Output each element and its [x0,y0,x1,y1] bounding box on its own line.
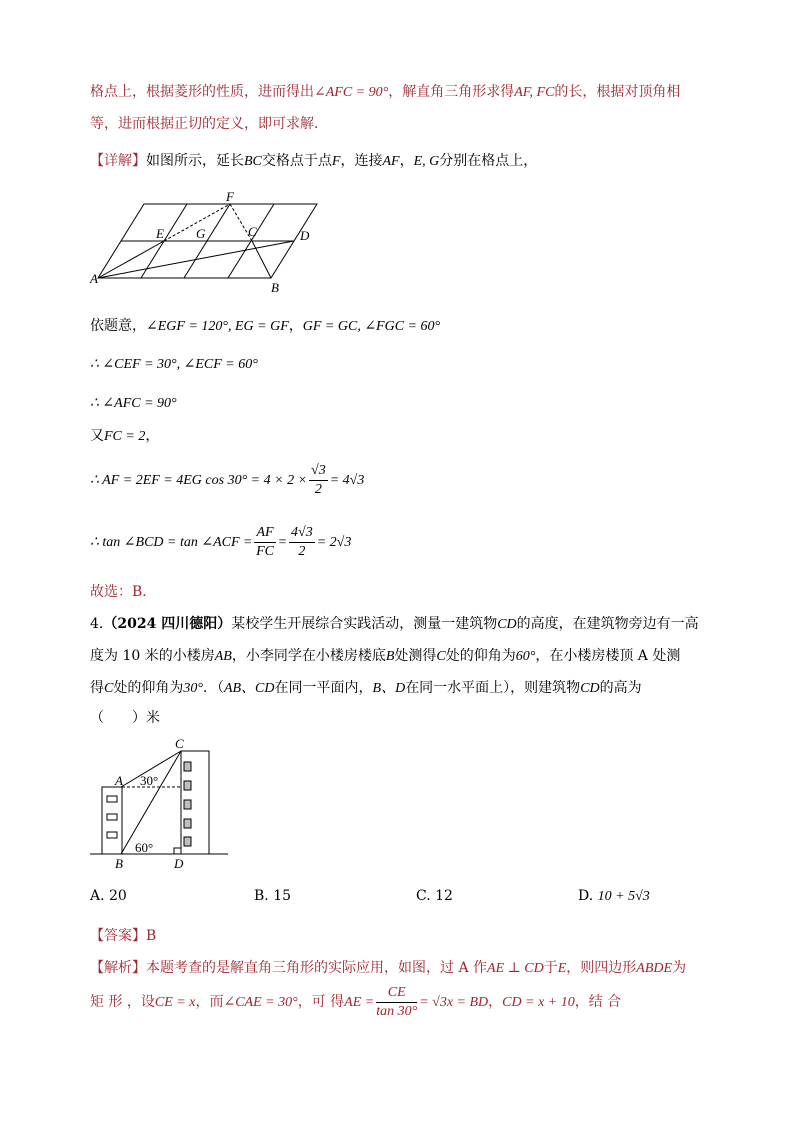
fig2-label-a: A [115,773,123,788]
label-b: B [271,280,279,295]
rhombus-grid-figure [88,188,328,296]
q4-line4: （ ）米 [90,710,160,726]
choice-b: B. 15 [254,888,292,904]
q4-line2: 度为 10 米的小楼房AB，小李同学在小楼房楼底B处测得C处的仰角为60°，在小楼房楼顶 A 处测 [90,648,681,664]
label-g: G [196,226,206,241]
label-d: D [300,228,310,243]
label-c: C [248,224,257,239]
step-1: 依题意，∠EGF = 120°, EG = GF，GF = GC, ∠FGC = 60° [90,318,441,334]
choice-a: A. 20 [90,888,127,904]
q4-line1: 4.（2024 四川德阳）某校学生开展综合实践活动，测量一建筑物CD的高度，在建筑物旁边有一高 [90,616,699,632]
step-2: ∴ ∠CEF = 30°, ∠ECF = 60° [90,357,258,372]
para1-line1: 格点上，根据菱形的性质，进而得出∠AFC = 90°，解直角三角形求得AF, FC的长，根据对顶角相 [90,84,681,100]
label-f: F [226,189,234,204]
label-a: A [90,271,98,286]
detail-line: 【详解】如图所示，延长BC交格点于点F，连接AF，E, G分别在格点上， [90,153,538,169]
frac-ce-over-tan30: $\frac{CE}{\tan 30^\circ}$ [376,984,418,1019]
step-3: ∴ ∠AFC = 90° [90,396,177,411]
label-e: E [156,226,164,241]
choice-d: D. 10 + 5√3 [578,888,650,904]
para1-line2: 等，进而根据正切的定义，即可求解． [90,116,328,132]
fig2-label-d: D [174,856,184,870]
step-4: 又FC = 2， [90,428,160,444]
frac-sqrt3-over-2: $\frac{√3}{2}$ [311,462,326,497]
analysis-line2: 矩 形 ，设CE = x，而∠CAE = 30°，可 得AE = $\frac{CE}{\tan 30^\circ}$ = √3x = BD，CD = x + 10，结 合 [90,984,622,1019]
detail-tag: 【详解】 [90,153,146,169]
fig2-label-c: C [175,736,184,751]
answer-block: 【答案】B [90,928,157,944]
final-answer: 故选：B． [90,584,157,600]
frac-af-fc: $\frac{AF}{FC}$ [256,524,274,559]
fig2-label-b: B [115,856,123,870]
frac-4sqrt3-over-2: $\frac{4√3}{2}$ [291,524,313,559]
q4-line3: 得C处的仰角为30°．（AB、CD在同一平面内，B、D在同一水平面上），则建筑物CD的高为 [90,680,642,696]
choice-c: C. 12 [416,888,453,904]
fig2-label-60: 60° [135,840,154,855]
fig2-label-30: 30° [140,773,159,788]
analysis-line1: 【解析】本题考查的是解直角三角形的实际应用，如图，过 A 作AE ⊥ CD于E，则四边形ABDE为 [90,960,687,976]
step-5: ∴ AF = 2EF = 4EG cos 30° = 4 × 2 × $\frac{√3}{2}$ = 4√3 [90,462,365,497]
step-6: ∴ tan ∠BCD = tan ∠ACF = $\frac{AF}{FC}$ = $\frac{4√3}{2}$ = 2√3 [90,524,352,559]
buildings-figure [88,734,238,870]
